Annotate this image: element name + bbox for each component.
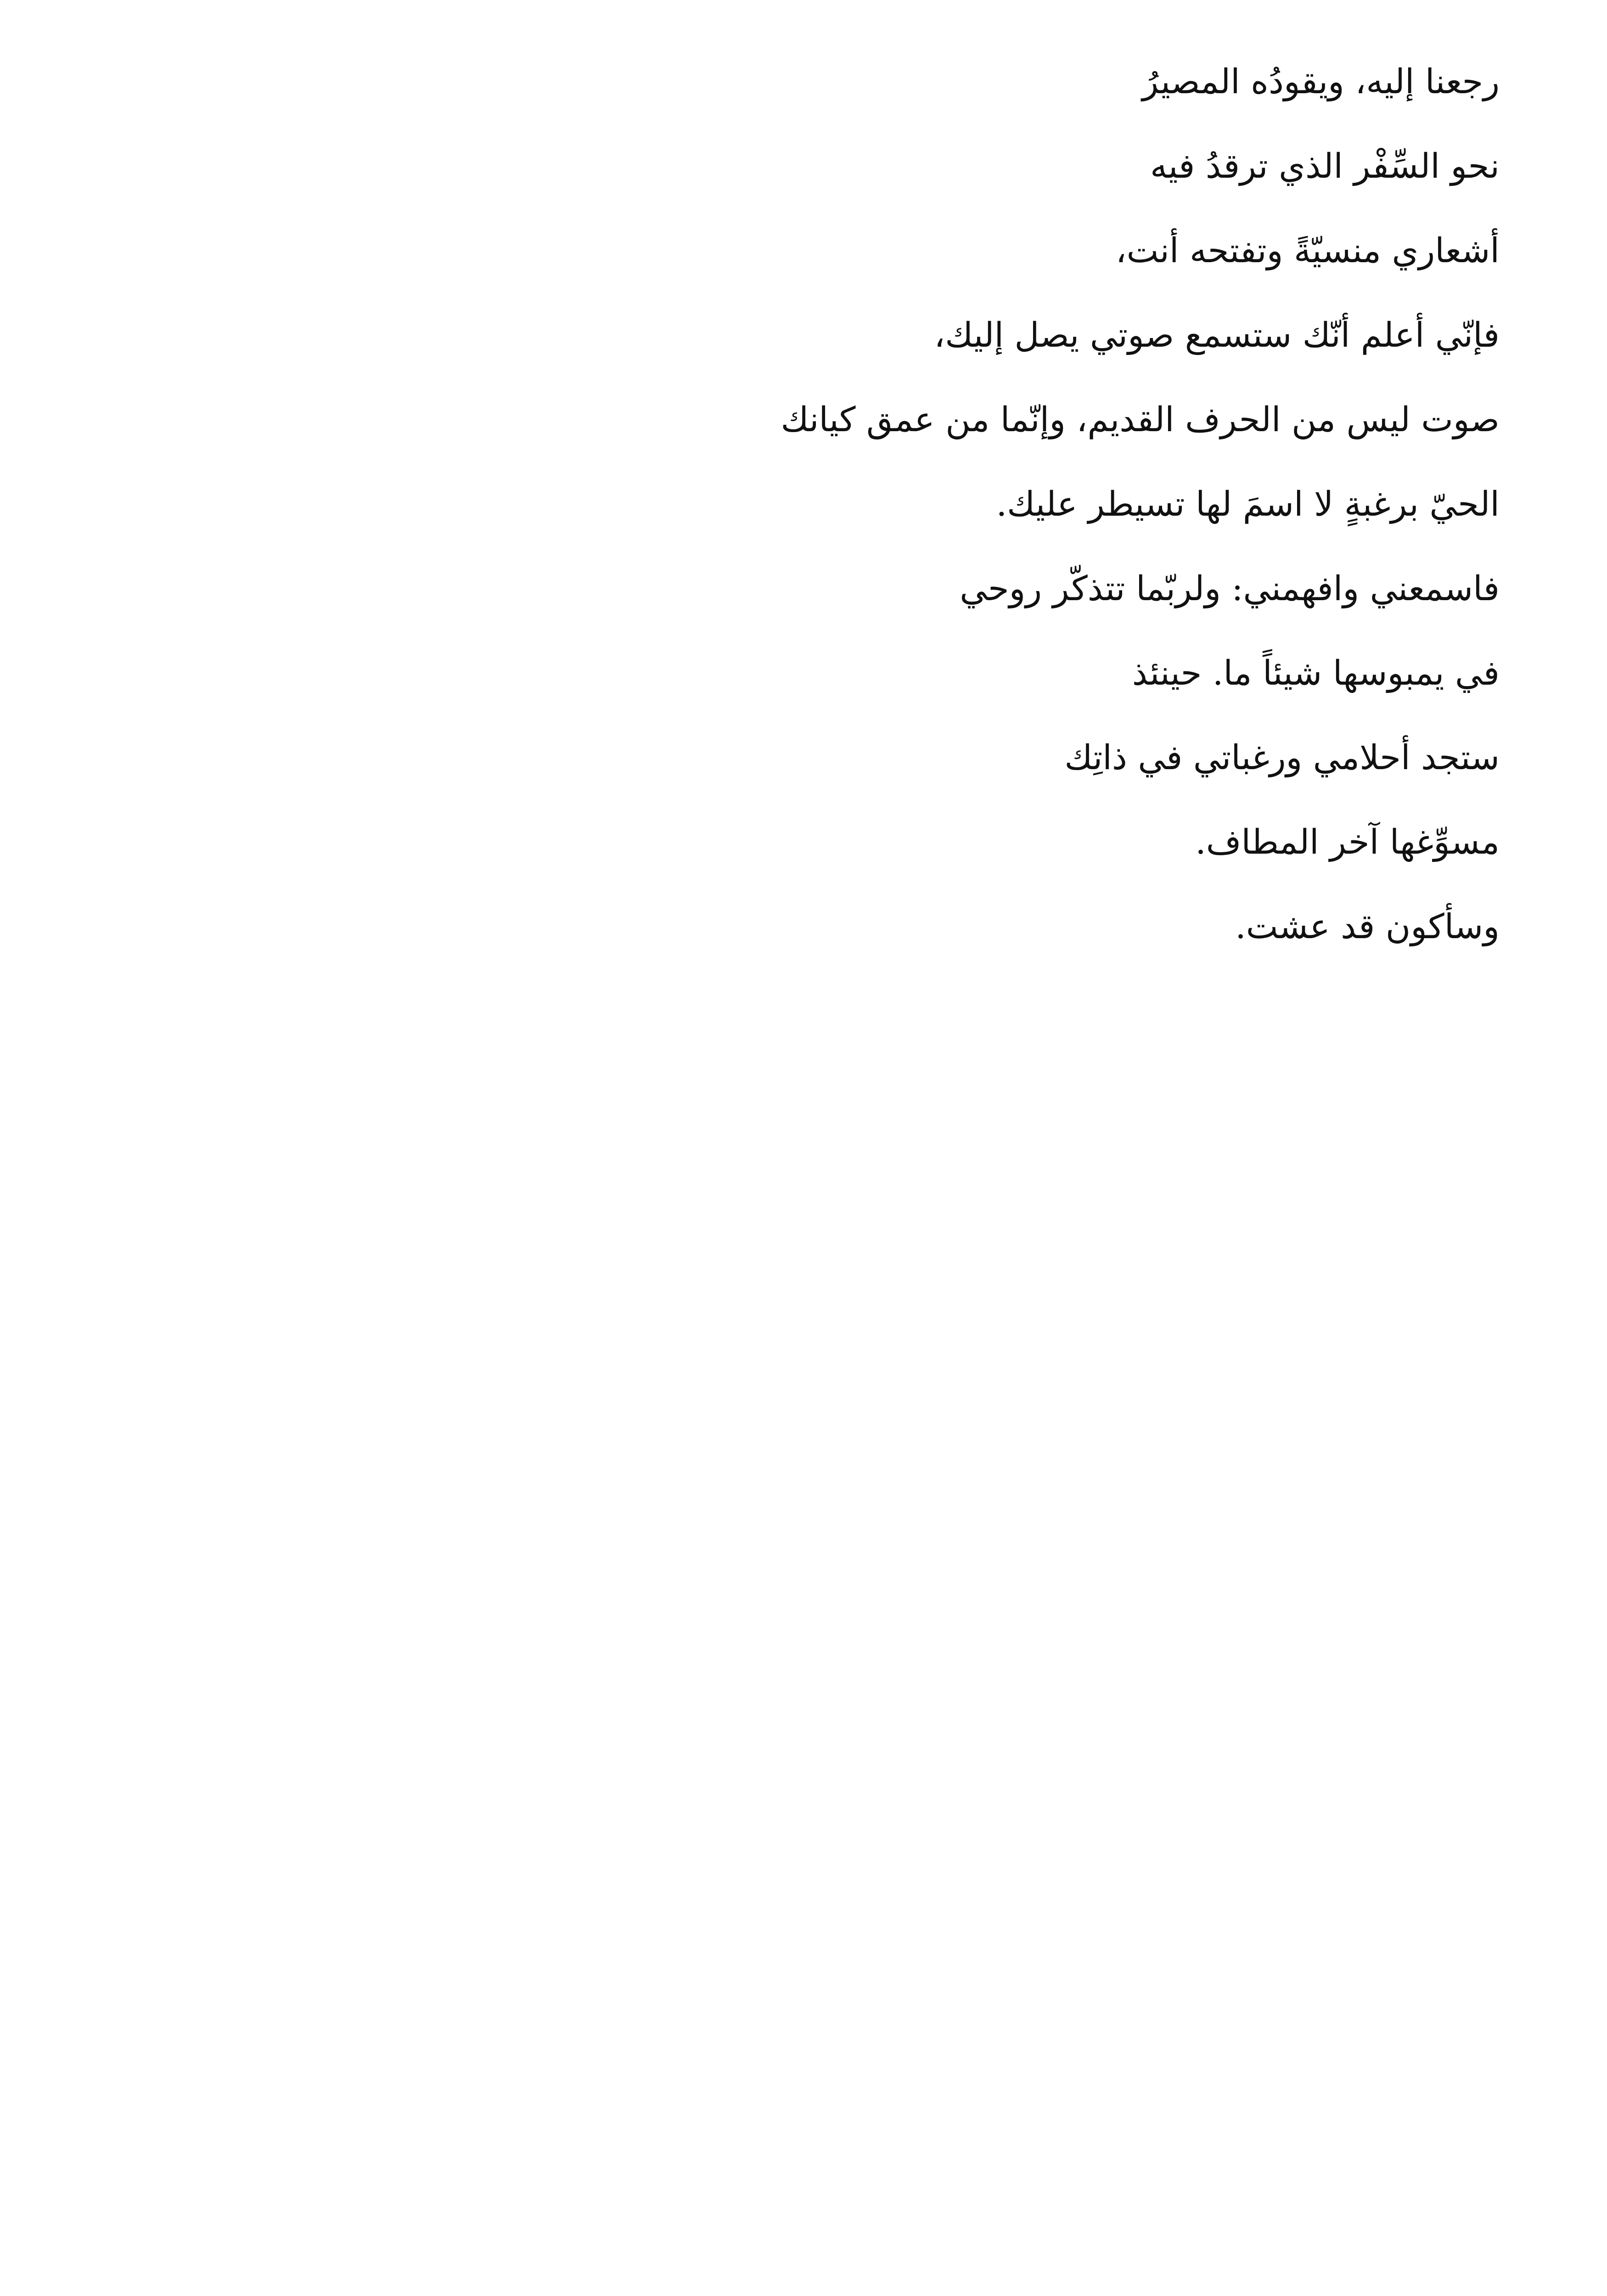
poem-text xyxy=(489,59,1500,988)
poem-line: مسوِّغها آخر المطاف. xyxy=(1195,822,1500,862)
poem-line: نحو السِّفْر الذي ترقدُ فيه xyxy=(1150,146,1500,186)
poem-line: أشعاري منسيّةً وتفتحه أنت، xyxy=(1115,231,1500,270)
poem-line: رجعنا إليه، ويقودُه المصيرُ xyxy=(1142,62,1500,101)
poem-line: في يمبوسها شيئاً ما. حينئذ xyxy=(1132,653,1500,693)
poem-line: ستجد أحلامي ورغباتي في ذاتِك xyxy=(1064,738,1500,777)
poem-line: وسأكون قد عشت. xyxy=(1235,907,1500,946)
poem-line: صوت ليس من الحرف القديم، وإنّما من عمق كيانك xyxy=(781,400,1500,439)
poem-line: فاسمعني وافهمني: ولربّما تتذكّر روحي xyxy=(960,569,1500,608)
poem-line: فإنّي أعلم أنّك ستسمع صوتي يصل إليك، xyxy=(934,315,1500,355)
poem-line: الحيّ برغبةٍ لا اسمَ لها تسيطر عليك. xyxy=(996,484,1500,524)
